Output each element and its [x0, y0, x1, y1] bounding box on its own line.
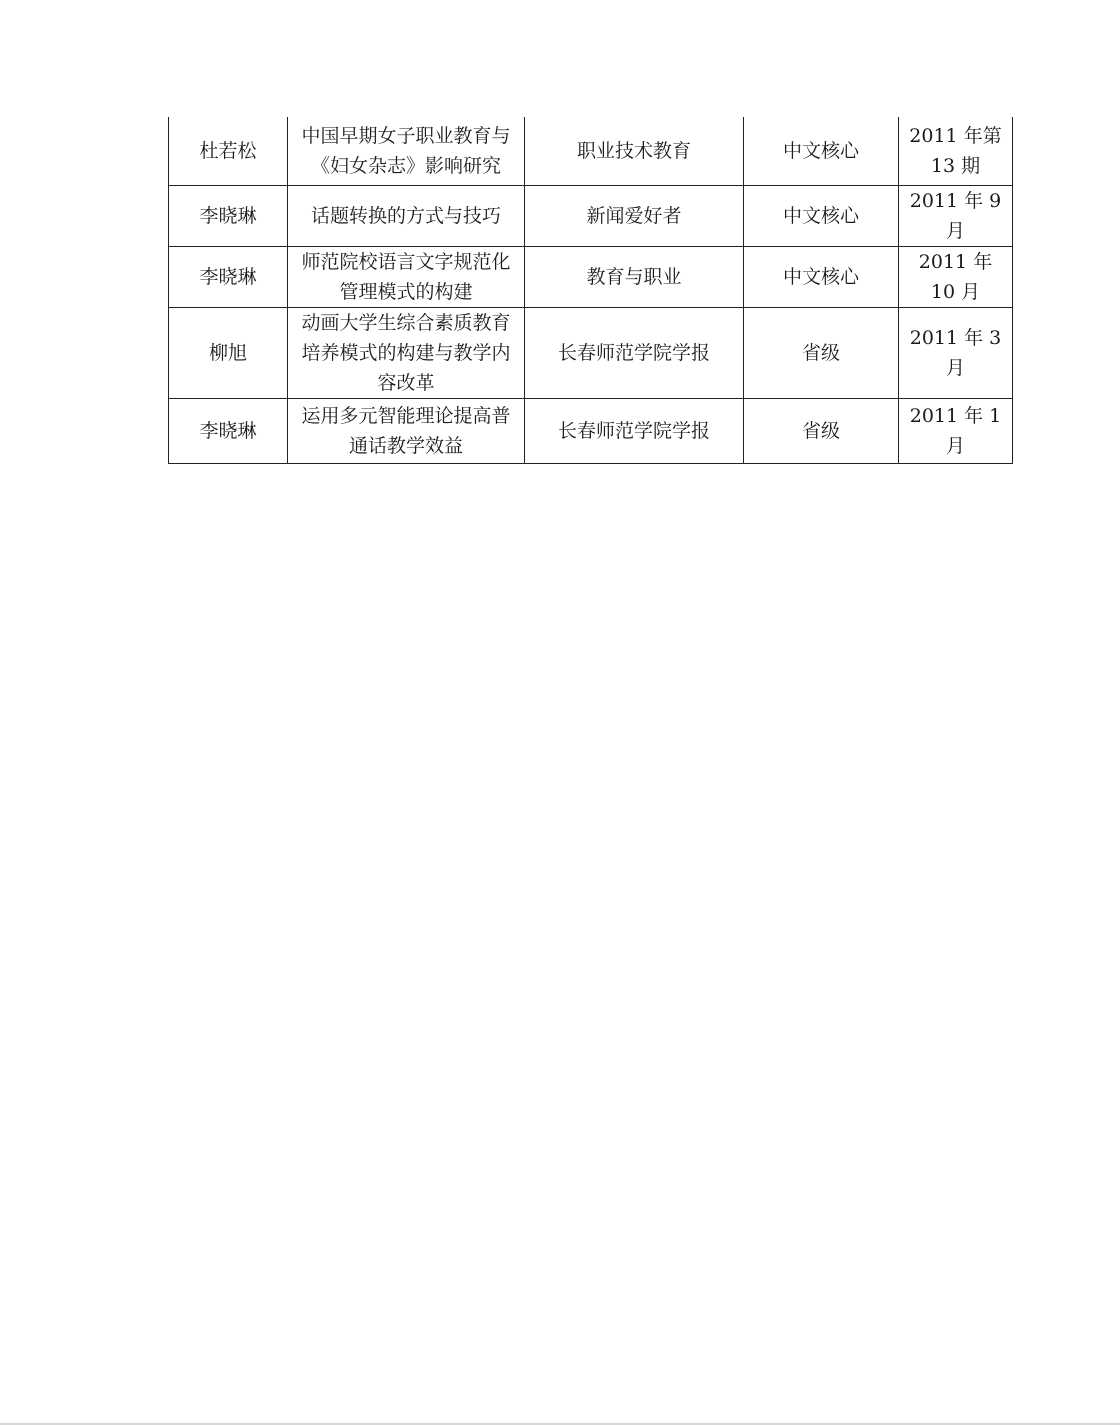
- table-row: [169, 307, 1013, 398]
- journal-cell: 长春师范学院学报: [525, 398, 744, 463]
- author-cell: 李晓琳: [169, 246, 288, 307]
- level-cell: 中文核心: [744, 246, 899, 307]
- title-cell: 动画大学生综合素质教育培养模式的构建与教学内容改革: [288, 307, 525, 398]
- author-cell: 柳旭: [169, 307, 288, 398]
- title-cell: 运用多元智能理论提高普通话教学效益: [288, 398, 525, 463]
- title-cell: 话题转换的方式与技巧: [288, 185, 525, 246]
- journal-cell: 新闻爱好者: [525, 185, 744, 246]
- author-cell: 杜若松: [169, 117, 288, 185]
- title-cell: 师范院校语言文字规范化管理模式的构建: [288, 246, 525, 307]
- author-cell: 李晓琳: [169, 398, 288, 463]
- date-cell: 2011 年 9 月: [899, 185, 1013, 246]
- level-cell: 省级: [744, 398, 899, 463]
- table-row: [169, 117, 1013, 185]
- level-cell: 省级: [744, 307, 899, 398]
- date-cell: 2011 年 3 月: [899, 307, 1013, 398]
- journal-cell: 职业技术教育: [525, 117, 744, 185]
- author-cell: 李晓琳: [169, 185, 288, 246]
- date-cell: 2011 年第 13 期: [899, 117, 1013, 185]
- publication-table: [168, 117, 1013, 464]
- title-cell: 中国早期女子职业教育与《妇女杂志》影响研究: [288, 117, 525, 185]
- table-row: [169, 185, 1013, 246]
- journal-cell: 教育与职业: [525, 246, 744, 307]
- journal-cell: 长春师范学院学报: [525, 307, 744, 398]
- date-cell: 2011 年 10 月: [899, 246, 1013, 307]
- table-row: [169, 246, 1013, 307]
- date-cell: 2011 年 1 月: [899, 398, 1013, 463]
- level-cell: 中文核心: [744, 117, 899, 185]
- table-row: [169, 398, 1013, 463]
- level-cell: 中文核心: [744, 185, 899, 246]
